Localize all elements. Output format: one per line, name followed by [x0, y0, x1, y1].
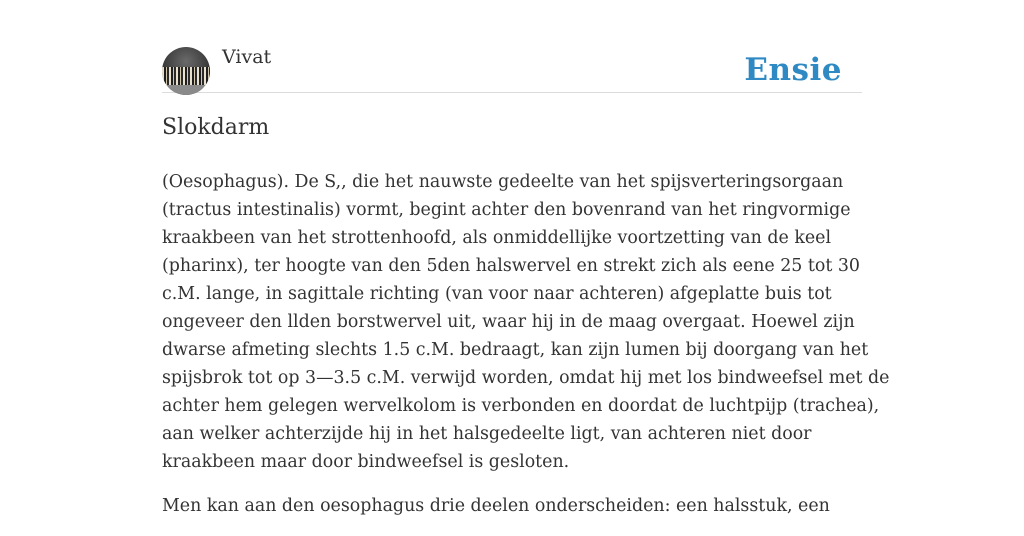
shelf-decoration [162, 85, 210, 95]
text-line: Men kan aan den oesophagus drie deelen onderscheiden: een halsstuk, een [162, 496, 830, 516]
paragraph-1 [162, 168, 890, 476]
text-line: aan welker achterzijde hij in het halsgedeelte ligt, van achteren niet door [162, 424, 812, 444]
author-link[interactable]: Vivat [222, 46, 272, 68]
text-line: dwarse afmeting slechts 1.5 c.M. bedraagt, kan zijn lumen bij doorgang van het [162, 340, 869, 360]
bookshelf-icon [162, 67, 210, 85]
header [162, 40, 862, 93]
text-line: c.M. lange, in sagittale richting (van voor naar achteren) afgeplatte buis tot [162, 284, 832, 304]
site-logo[interactable]: Ensie [744, 52, 842, 88]
text-line: kraakbeen maar door bindweefsel is gesloten. [162, 452, 570, 472]
author-avatar[interactable] [162, 47, 210, 95]
text-line: (tractus intestinalis) vormt, begint achter den bovenrand van het ringvormige [162, 200, 851, 220]
article-body [162, 168, 890, 536]
article-page [162, 0, 890, 516]
text-line: (Oesophagus). De S,, die het nauwste gedeelte van het spijsverteringsorgaan [162, 172, 844, 192]
text-line: spijsbrok tot op 3—3.5 c.M. verwijd worden, omdat hij met los bindweefsel met de [162, 368, 890, 388]
text-line: kraakbeen van het strottenhoofd, als onmiddellijke voortzetting van de keel [162, 228, 832, 248]
text-line: achter hem gelegen wervelkolom is verbonden en doordat de luchtpijp (trachea), [162, 396, 880, 416]
text-line: ongeveer den llden borstwervel uit, waar hij in de maag overgaat. Hoewel zijn [162, 312, 855, 332]
paragraph-2 [162, 492, 862, 520]
article-title: Slokdarm [162, 115, 270, 140]
text-line: (pharinx), ter hoogte van den 5den halswervel en strekt zich als eene 25 tot 30 [162, 256, 860, 276]
